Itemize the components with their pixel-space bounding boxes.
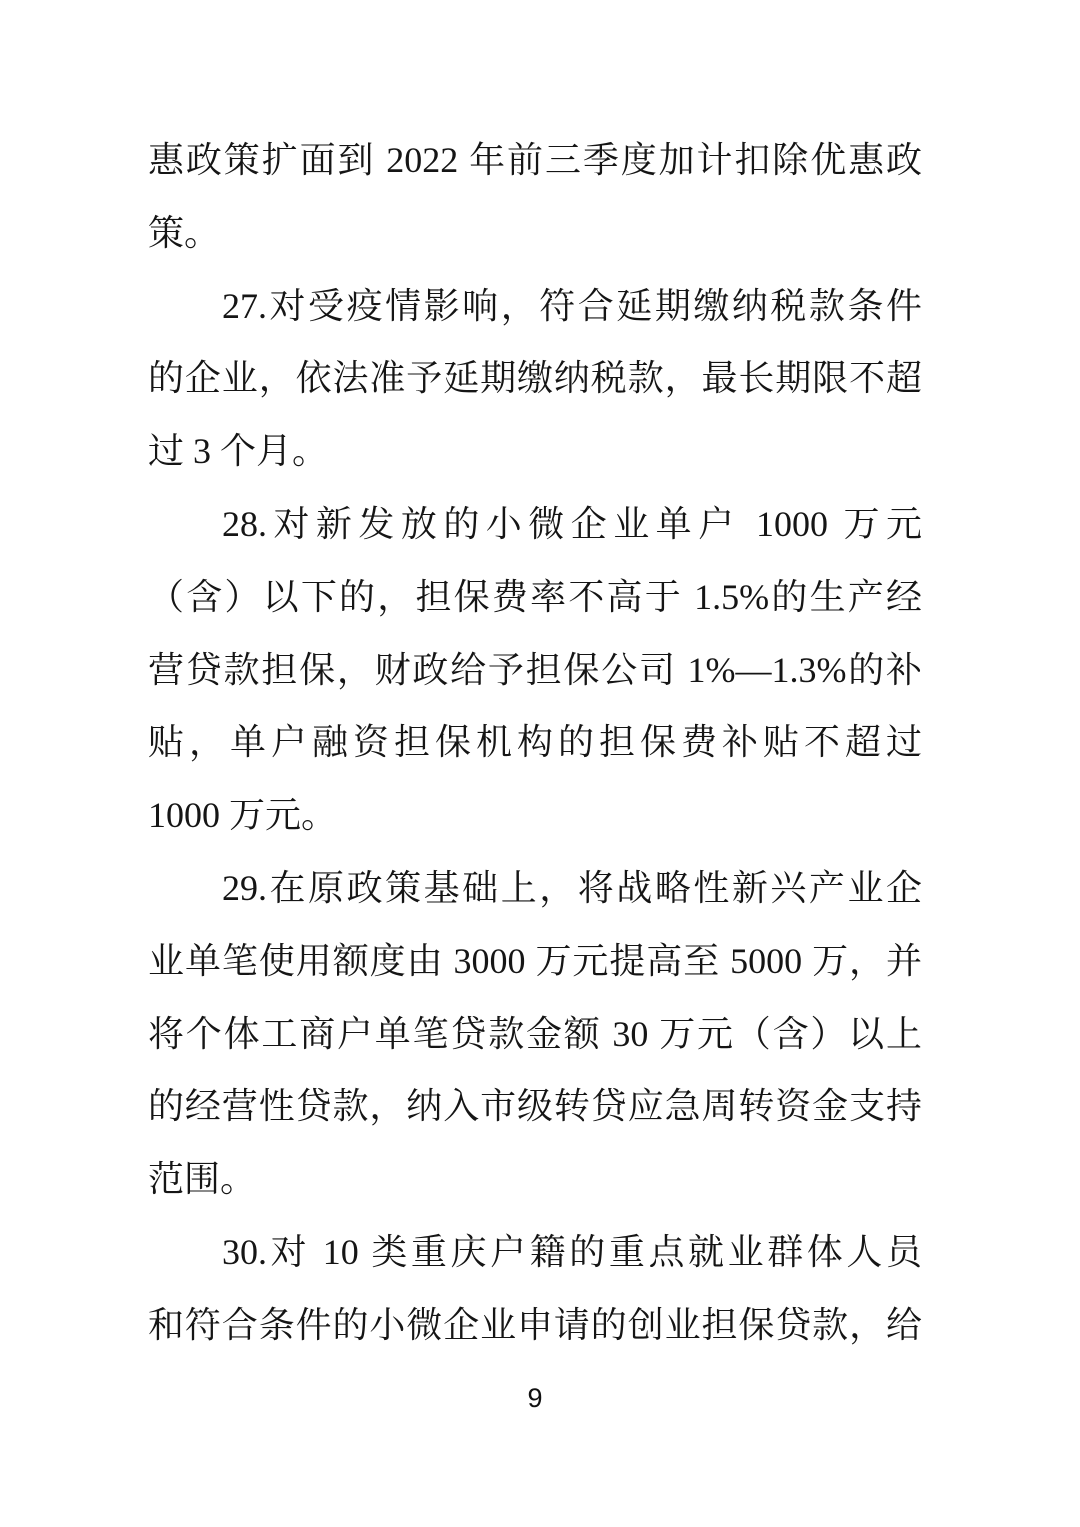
text-line: 惠政策扩面到 2022 年前三季度加计扣除优惠政 [148,140,922,180]
text-line: 30.对 10 类重庆户籍的重点就业群体人员 [222,1231,922,1272]
text-line: 业单笔使用额度由 3000 万元提高至 5000 万，并 [148,940,922,981]
text-line: 范围。 [148,1159,257,1200]
text-line: 29.在原政策基础上，将战略性新兴产业企 [222,867,922,908]
body-text [148,124,922,1362]
paragraph-28 [148,488,922,852]
text-line: 营贷款担保，财政给予担保公司 1%—1.3%的补 [148,649,922,690]
text-line: 1000 万元。 [148,795,338,836]
text-line: 过 3 个月。 [148,431,329,472]
page-number: 9 [527,1383,543,1413]
paragraph-30 [148,1216,922,1362]
text-line: 和符合条件的小微企业申请的创业担保贷款，给 [148,1304,922,1345]
text-line: 28.对新发放的小微企业单户 1000 万元 [222,503,922,544]
text-line: 将个体工商户单笔贷款金额 30 万元（含）以上 [148,1013,922,1054]
text-line: 的企业，依法准予延期缴纳税款，最长期限不超 [148,358,922,399]
text-line: （含）以下的，担保费率不高于 1.5%的生产经 [148,576,922,617]
paragraph-29 [148,852,922,1216]
text-line: 策。 [148,212,221,253]
paragraph-continued [148,124,922,270]
paragraph-27 [148,270,922,488]
text-line: 的经营性贷款，纳入市级转贷应急周转资金支持 [148,1086,922,1127]
text-line: 贴，单户融资担保机构的担保费补贴不超过 [148,722,922,763]
text-line: 27.对受疫情影响，符合延期缴纳税款条件 [222,285,922,326]
